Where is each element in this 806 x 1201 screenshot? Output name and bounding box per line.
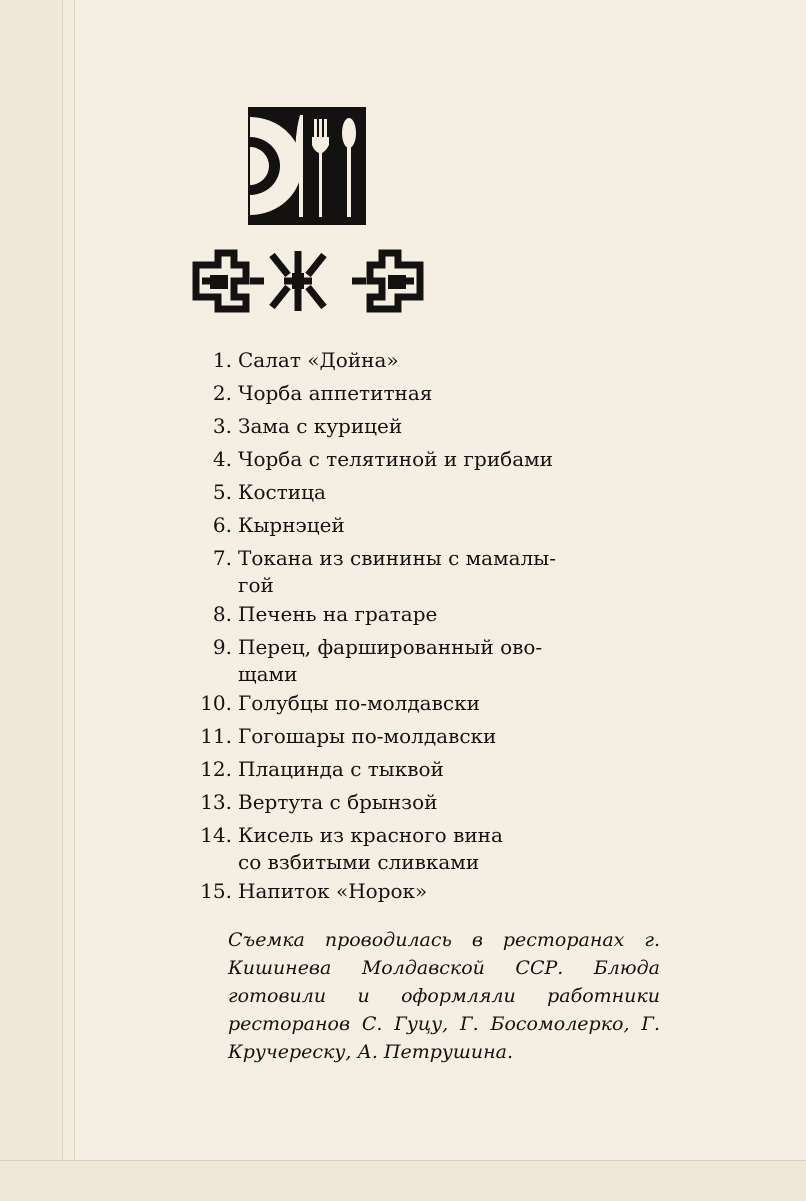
item-title-continuation: гой (238, 573, 274, 597)
item-number: 7. (212, 546, 232, 570)
item-number: 10. (200, 691, 232, 715)
list-item (190, 786, 670, 819)
item-number: 2. (212, 381, 232, 405)
item-title-continuation: со взбитыми сливками (238, 850, 480, 874)
list-item (190, 753, 670, 786)
folk-ornament-band (188, 245, 428, 317)
item-title: Зама с курицей (238, 414, 403, 438)
item-number: 13. (200, 790, 232, 814)
item-number: 9. (212, 635, 232, 659)
item-number: 14. (200, 823, 232, 847)
item-title: Плацинда с тыквой (238, 757, 444, 781)
list-item (190, 631, 670, 687)
item-title: Напиток «Норок» (238, 879, 428, 903)
item-number: 6. (212, 513, 232, 537)
item-number: 5. (212, 480, 232, 504)
item-title: Кисель из красного вина (238, 823, 503, 847)
item-number: 4. (212, 447, 232, 471)
item-title: Чорба с телятиной и грибами (238, 447, 554, 471)
photo-credits: Съемка проводилась в ресторанах г. Кишинева Молдавской ССР. Блюда готовили и оформляли работники ресторанов С. Гуцу, Г. Босомолерко, Г. Кручереску, А. Петрушина. (228, 929, 660, 1063)
item-title: Голубцы по-молдавски (238, 691, 480, 715)
list-item (190, 476, 670, 509)
item-title-continuation: щами (238, 662, 298, 686)
list-item (190, 410, 670, 443)
list-item (190, 344, 670, 377)
item-title: Токана из свинины с мамалы- (238, 546, 556, 570)
item-title: Перец, фаршированный ово- (238, 635, 543, 659)
list-item (190, 542, 670, 598)
item-title: Костица (238, 480, 326, 504)
item-number: 12. (200, 757, 232, 781)
left-folded-edge (0, 0, 63, 1200)
item-number: 1. (212, 348, 232, 372)
item-title: Кырнэцей (238, 513, 345, 537)
item-number: 8. (212, 602, 232, 626)
list-item (190, 687, 670, 720)
list-item (190, 598, 670, 631)
item-title: Печень на гратаре (238, 602, 438, 626)
plate-fork-spoon-icon (248, 107, 366, 225)
item-title: Чорба аппетитная (238, 381, 433, 405)
list-item (190, 819, 670, 875)
item-title: Салат «Дойна» (238, 348, 399, 372)
list-item (190, 875, 670, 908)
item-number: 3. (212, 414, 232, 438)
item-number: 11. (200, 724, 232, 748)
list-item (190, 443, 670, 476)
item-title: Вертута с брынзой (238, 790, 438, 814)
list-item (190, 509, 670, 542)
list-item (190, 720, 670, 753)
item-title: Гогошары по-молдавски (238, 724, 497, 748)
item-number: 15. (200, 879, 232, 903)
list-item (190, 377, 670, 410)
bottom-folded-edge (0, 1160, 806, 1201)
dish-list (190, 344, 670, 908)
